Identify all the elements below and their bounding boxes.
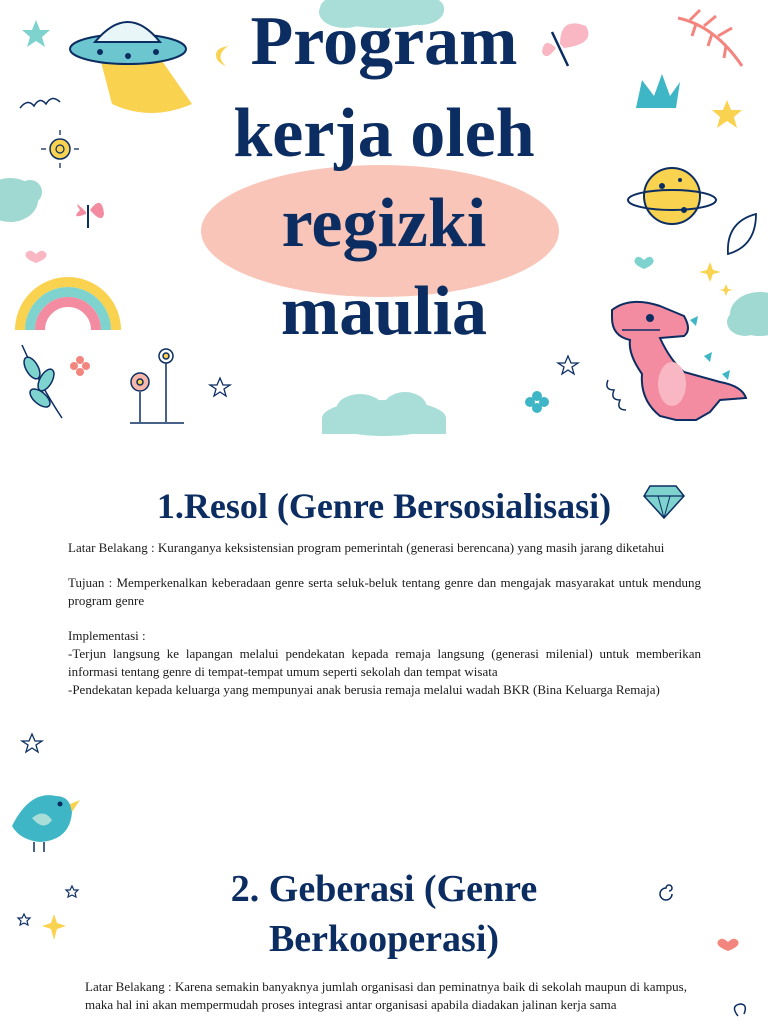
star-icon bbox=[558, 356, 578, 374]
title-line: regizki bbox=[281, 185, 487, 262]
bird-icon bbox=[12, 795, 80, 852]
section1-tujuan: Tujuan : Memperkenalkan keberadaan genre serta seluk-beluk tentang genre dan mengajak masyarakat untuk mendung program genre bbox=[68, 575, 701, 608]
star-icon bbox=[22, 734, 42, 752]
section1-impl-label: Implementasi : bbox=[68, 628, 146, 643]
spiral-icon bbox=[607, 380, 626, 410]
section1-impl2: -Pendekatan kepada keluarga yang mempunyai anak berusia remaja melalui wadah BKR (Bina Keluarga Remaja) bbox=[68, 682, 660, 697]
section2-heading-line: Berkooperasi) bbox=[268, 918, 500, 960]
flower-icon bbox=[525, 391, 549, 413]
flower-icon bbox=[130, 349, 184, 423]
star-icon bbox=[210, 378, 230, 396]
section2-body bbox=[85, 978, 687, 1014]
section1-heading: 1.Resol (Genre Bersosialisasi) bbox=[156, 486, 612, 526]
title-line: Program bbox=[250, 3, 518, 80]
section1-impl1: -Terjun langsung ke lapangan melalui pendekatan kepada remaja langsung (generasi milenial) untuk memberikan informasi tentang genre di tempat-tempat umum seperti sekolah dan tempat wisata bbox=[68, 646, 701, 679]
section2-heading-line: 2. Geberasi (Genre bbox=[230, 868, 538, 910]
section2-heading bbox=[0, 864, 768, 964]
flower-icon bbox=[70, 356, 90, 376]
section1-latar: Latar Belakang : Kuranganya keksistensian program pemerintah (generasi berencana) yang masih jarang diketahui bbox=[68, 540, 665, 555]
page-title bbox=[0, 0, 768, 358]
section1-body bbox=[68, 539, 701, 699]
section2-latar: Latar Belakang : Karena semakin banyaknya jumlah organisasi dan peminatnya baik di sekolah maupun di kampus, maka hal ini akan mempermudah proses integrasi antar organisasi apabila diadakan jalinan kerja sama bbox=[85, 979, 687, 1012]
cloud-icon bbox=[322, 392, 446, 436]
spiral-icon bbox=[734, 1004, 745, 1016]
title-line: kerja oleh bbox=[233, 95, 535, 172]
title-line: maulia bbox=[280, 273, 488, 350]
